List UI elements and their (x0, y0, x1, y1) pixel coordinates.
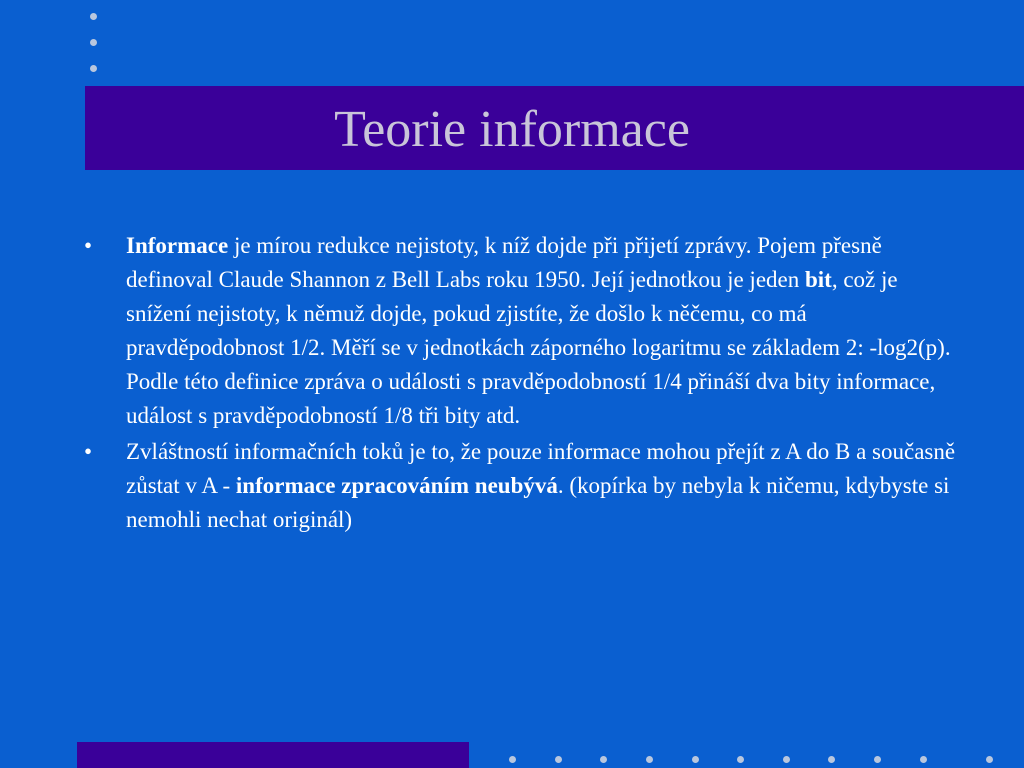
bullet-2-bold-phrase: informace zpracováním neubývá (235, 473, 558, 498)
footer-dot-9 (874, 756, 881, 763)
bullet-mark: • (84, 439, 93, 464)
footer-dot-1 (509, 756, 516, 763)
footer-dot-11 (986, 756, 993, 763)
bullet-item-2 (84, 435, 964, 537)
top-left-dot-1 (90, 13, 97, 20)
footer-dot-5 (692, 756, 699, 763)
footer-dot-8 (828, 756, 835, 763)
slide-content (84, 229, 964, 539)
footer-dot-6 (737, 756, 744, 763)
footer-dot-3 (600, 756, 607, 763)
bullet-2-text-part1: Zvláštností informačních toků je to, že pouze informace mohou přejít z A do B a současně zůstat v A - (126, 439, 956, 498)
top-left-dot-3 (90, 65, 97, 72)
slide-title: Teorie informace (334, 101, 690, 158)
top-left-dot-2 (90, 39, 97, 46)
bullet-1-text-part2: , což je snížení nejistoty, k němuž dojde, pokud zjistíte, že došlo k něčemu, co má pravděpodobnost 1/2. Měří se v jednotkách záporného logaritmu se základem 2: -log2(p). Podle této definice zpráva o události s pravděpodobností 1/4 přináší dva bity informace, událost s pravděpodobností 1/8 tři bity atd. (126, 267, 951, 428)
bullet-1-text-part1: je mírou redukce nejistoty, k níž dojde při přijetí zprávy. Pojem přesně definoval Claude Shannon z Bell Labs roku 1950. Její jednotkou je jeden (126, 233, 882, 292)
bullet-2-text-part2: . (kopírka by nebyla k ničemu, kdybyste si nemohli nechat originál) (126, 473, 950, 532)
footer-dot-2 (555, 756, 562, 763)
bullet-mark: • (84, 233, 93, 258)
footer-bar (77, 742, 469, 768)
footer-dot-7 (783, 756, 790, 763)
bullet-item-1 (84, 229, 964, 433)
bullet-1-bold-unit: bit (805, 267, 832, 292)
bullet-1-bold-term: Informace (126, 233, 229, 258)
footer-dot-4 (646, 756, 653, 763)
footer-dot-10 (920, 756, 927, 763)
